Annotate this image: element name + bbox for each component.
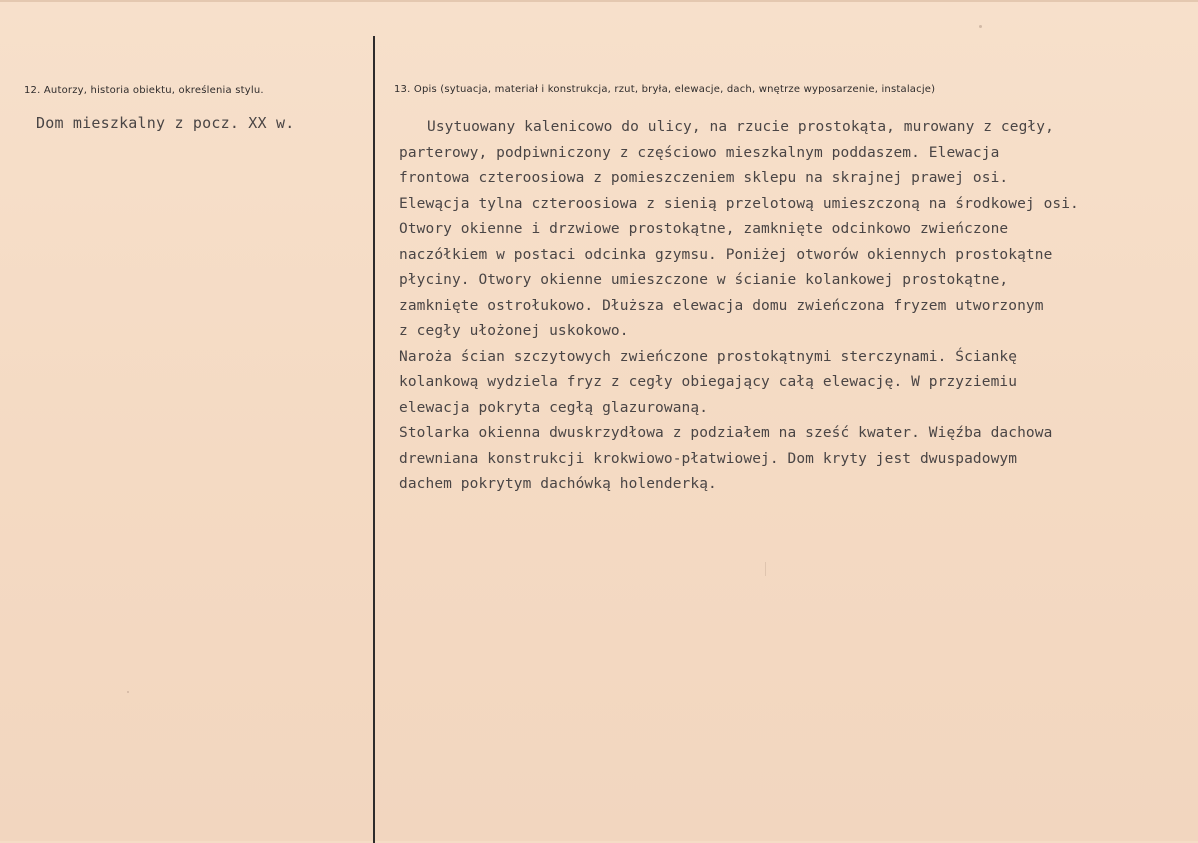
paper-speck (127, 691, 129, 693)
description-line: Stolarka okienna dwuskrzydłowa z podziałem na sześć kwater. Więźba dachowa (399, 425, 1053, 441)
description-line: Elewącja tylna czteroosiowa z sienią przelotową umieszczoną na środkowej osi. (399, 195, 1079, 212)
description-line: Otwory okienne i drzwiowe prostokątne, zamknięte odcinkowo zwieńczone (399, 221, 1009, 237)
description-line: płyciny. Otwory okienne umieszczone w ścianie kolankowej prostokątne, (399, 272, 1009, 288)
description-line: zamknięte ostrołukowo. Dłuższa elewacja domu zwieńczona fryzem utworzonym (399, 297, 1044, 314)
section-13-label: 13. Opis (sytuacja, materiał i konstrukcja, rzut, bryła, elewacje, dach, wnętrze wyposarzenie, instalacje) (394, 84, 936, 95)
section-12-label: 12. Autorzy, historia obiektu, określenia stylu. (24, 85, 264, 96)
section-13-description (399, 115, 1169, 498)
paper-speck (979, 25, 982, 28)
description-line: naczółkiem w postaci odcinka gzymsu. Poniżej otworów okiennych prostokątne (399, 246, 1053, 263)
section-12-value: Dom mieszkalny z pocz. XX w. (36, 114, 295, 132)
description-line: dachem pokrytym dachówką holenderką. (399, 476, 717, 492)
description-line: Usytuowany kalenicowo do ulicy, na rzucie prostokąta, murowany z cegły, (427, 119, 1054, 135)
paper-mark (765, 562, 766, 576)
description-line: Naroża ścian szczytowych zwieńczone prostokątnymi sterczynami. Ściankę (399, 348, 1018, 365)
column-divider (373, 36, 375, 843)
description-line: kolankową wydziela fryz z cegły obiegający całą elewację. W przyziemiu (399, 374, 1018, 390)
description-line: elewacja pokryta cegłą glazurowaną. (399, 399, 709, 416)
description-line: frontowa czteroosiowa z pomieszczeniem sklepu na skrajnej prawej osi. (399, 170, 1009, 186)
description-line: parterowy, podpiwniczony z częściowo mieszkalnym poddaszem. Elewacja (399, 144, 1000, 161)
description-line: drewniana konstrukcji krokwiowo-płatwiowej. Dom kryty jest dwuspadowym (399, 450, 1018, 467)
description-line: z cegły ułożonej uskokowo. (399, 323, 629, 339)
